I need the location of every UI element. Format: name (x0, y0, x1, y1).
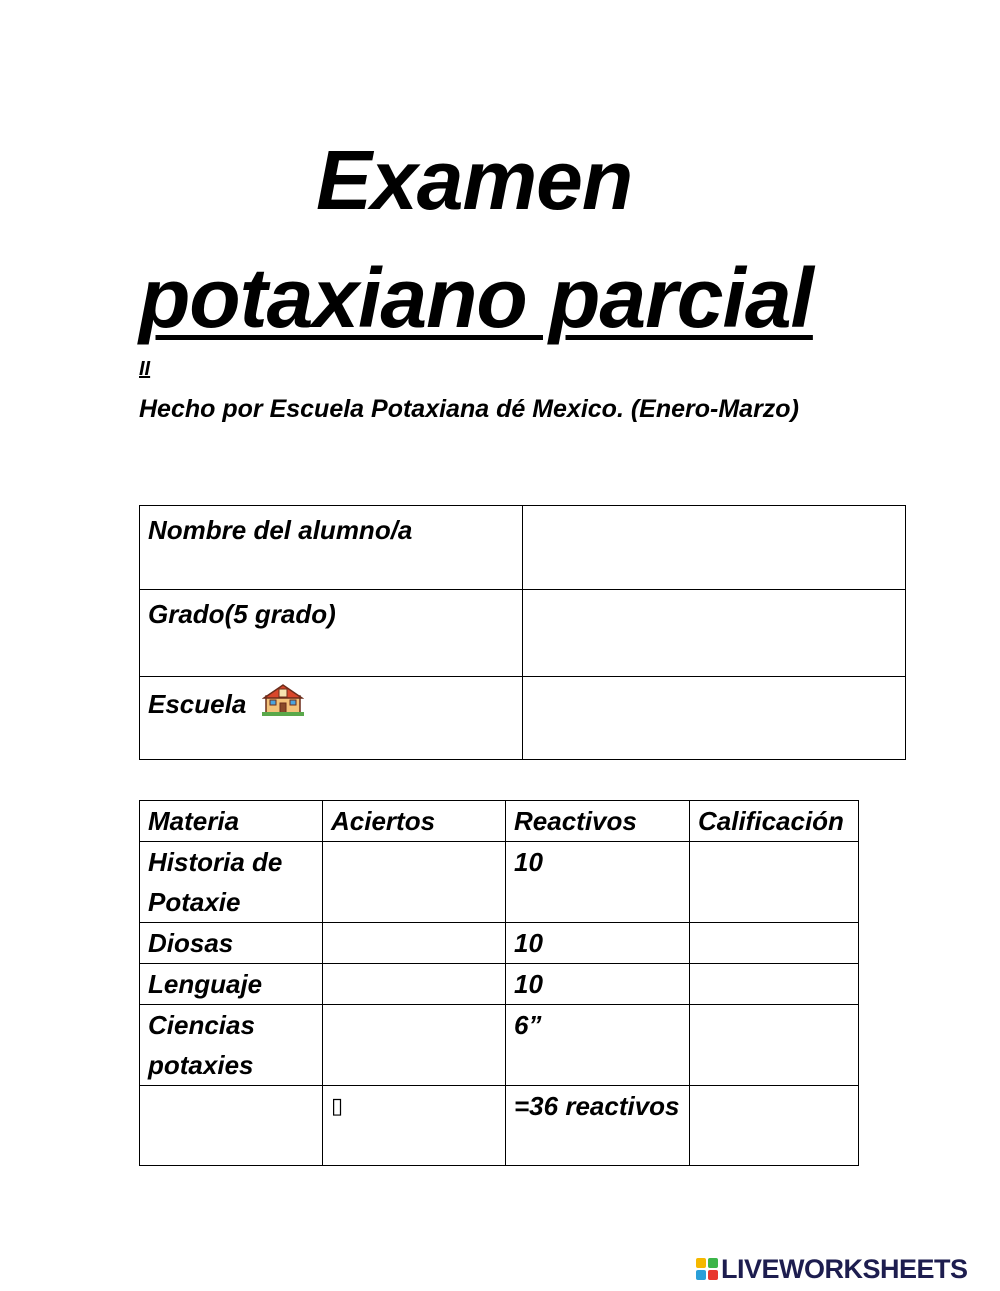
school-label: Escuela (148, 689, 247, 719)
table-row (140, 677, 906, 760)
table-row (140, 590, 906, 677)
materia-cell: Lenguaje (140, 964, 323, 1005)
calificacion-cell[interactable] (690, 842, 859, 923)
materia-cell: Diosas (140, 923, 323, 964)
aciertos-cell[interactable] (323, 842, 506, 923)
school-field[interactable] (523, 677, 906, 760)
page-title-line1: Examen (316, 133, 633, 227)
table-row (140, 1086, 859, 1166)
grade-label: Grado(5 grado) (140, 590, 523, 677)
materia-cell: Ciencias potaxies (140, 1005, 323, 1086)
aciertos-cell[interactable] (323, 923, 506, 964)
reactivos-cell: 10 (506, 842, 690, 923)
logo-square-blue (696, 1270, 706, 1280)
header-calificacion: Calificación (690, 801, 859, 842)
aciertos-cell[interactable]: ▯ (323, 1086, 506, 1166)
header-aciertos: Aciertos (323, 801, 506, 842)
table-row (140, 1005, 859, 1086)
subtitle: Hecho por Escuela Potaxiana dé Mexico. (Enero-Marzo) (139, 395, 799, 423)
calificacion-cell[interactable] (690, 1086, 859, 1166)
materia-cell (140, 1086, 323, 1166)
calificacion-cell[interactable] (690, 923, 859, 964)
school-icon (262, 681, 304, 728)
brand-text: LIVEWORKSHEETS (721, 1253, 968, 1284)
page-title-line2: potaxiano parcial (139, 251, 813, 345)
name-label: Nombre del alumno/a (140, 506, 523, 590)
reactivos-cell: =36 reactivos (506, 1086, 690, 1166)
name-field[interactable] (523, 506, 906, 590)
reactivos-cell: 10 (506, 923, 690, 964)
grade-field[interactable] (523, 590, 906, 677)
liveworksheets-logo-icon (696, 1258, 718, 1280)
table-row (140, 842, 859, 923)
student-info-table (139, 505, 906, 760)
materia-cell: Historia de Potaxie (140, 842, 323, 923)
calificacion-cell[interactable] (690, 1005, 859, 1086)
reactivos-cell: 6” (506, 1005, 690, 1086)
grades-table (139, 800, 859, 1166)
logo-square-yellow (696, 1258, 706, 1268)
header-materia: Materia (140, 801, 323, 842)
aciertos-cell[interactable] (323, 964, 506, 1005)
logo-square-green (708, 1258, 718, 1268)
school-cell (140, 677, 523, 760)
table-row (140, 964, 859, 1005)
liveworksheets-logo (696, 1254, 968, 1284)
table-row (140, 506, 906, 590)
table-header-row (140, 801, 859, 842)
aciertos-cell[interactable] (323, 1005, 506, 1086)
exam-number: II (139, 358, 151, 380)
reactivos-cell: 10 (506, 964, 690, 1005)
logo-square-red (708, 1270, 718, 1280)
header-reactivos: Reactivos (506, 801, 690, 842)
calificacion-cell[interactable] (690, 964, 859, 1005)
table-row (140, 923, 859, 964)
